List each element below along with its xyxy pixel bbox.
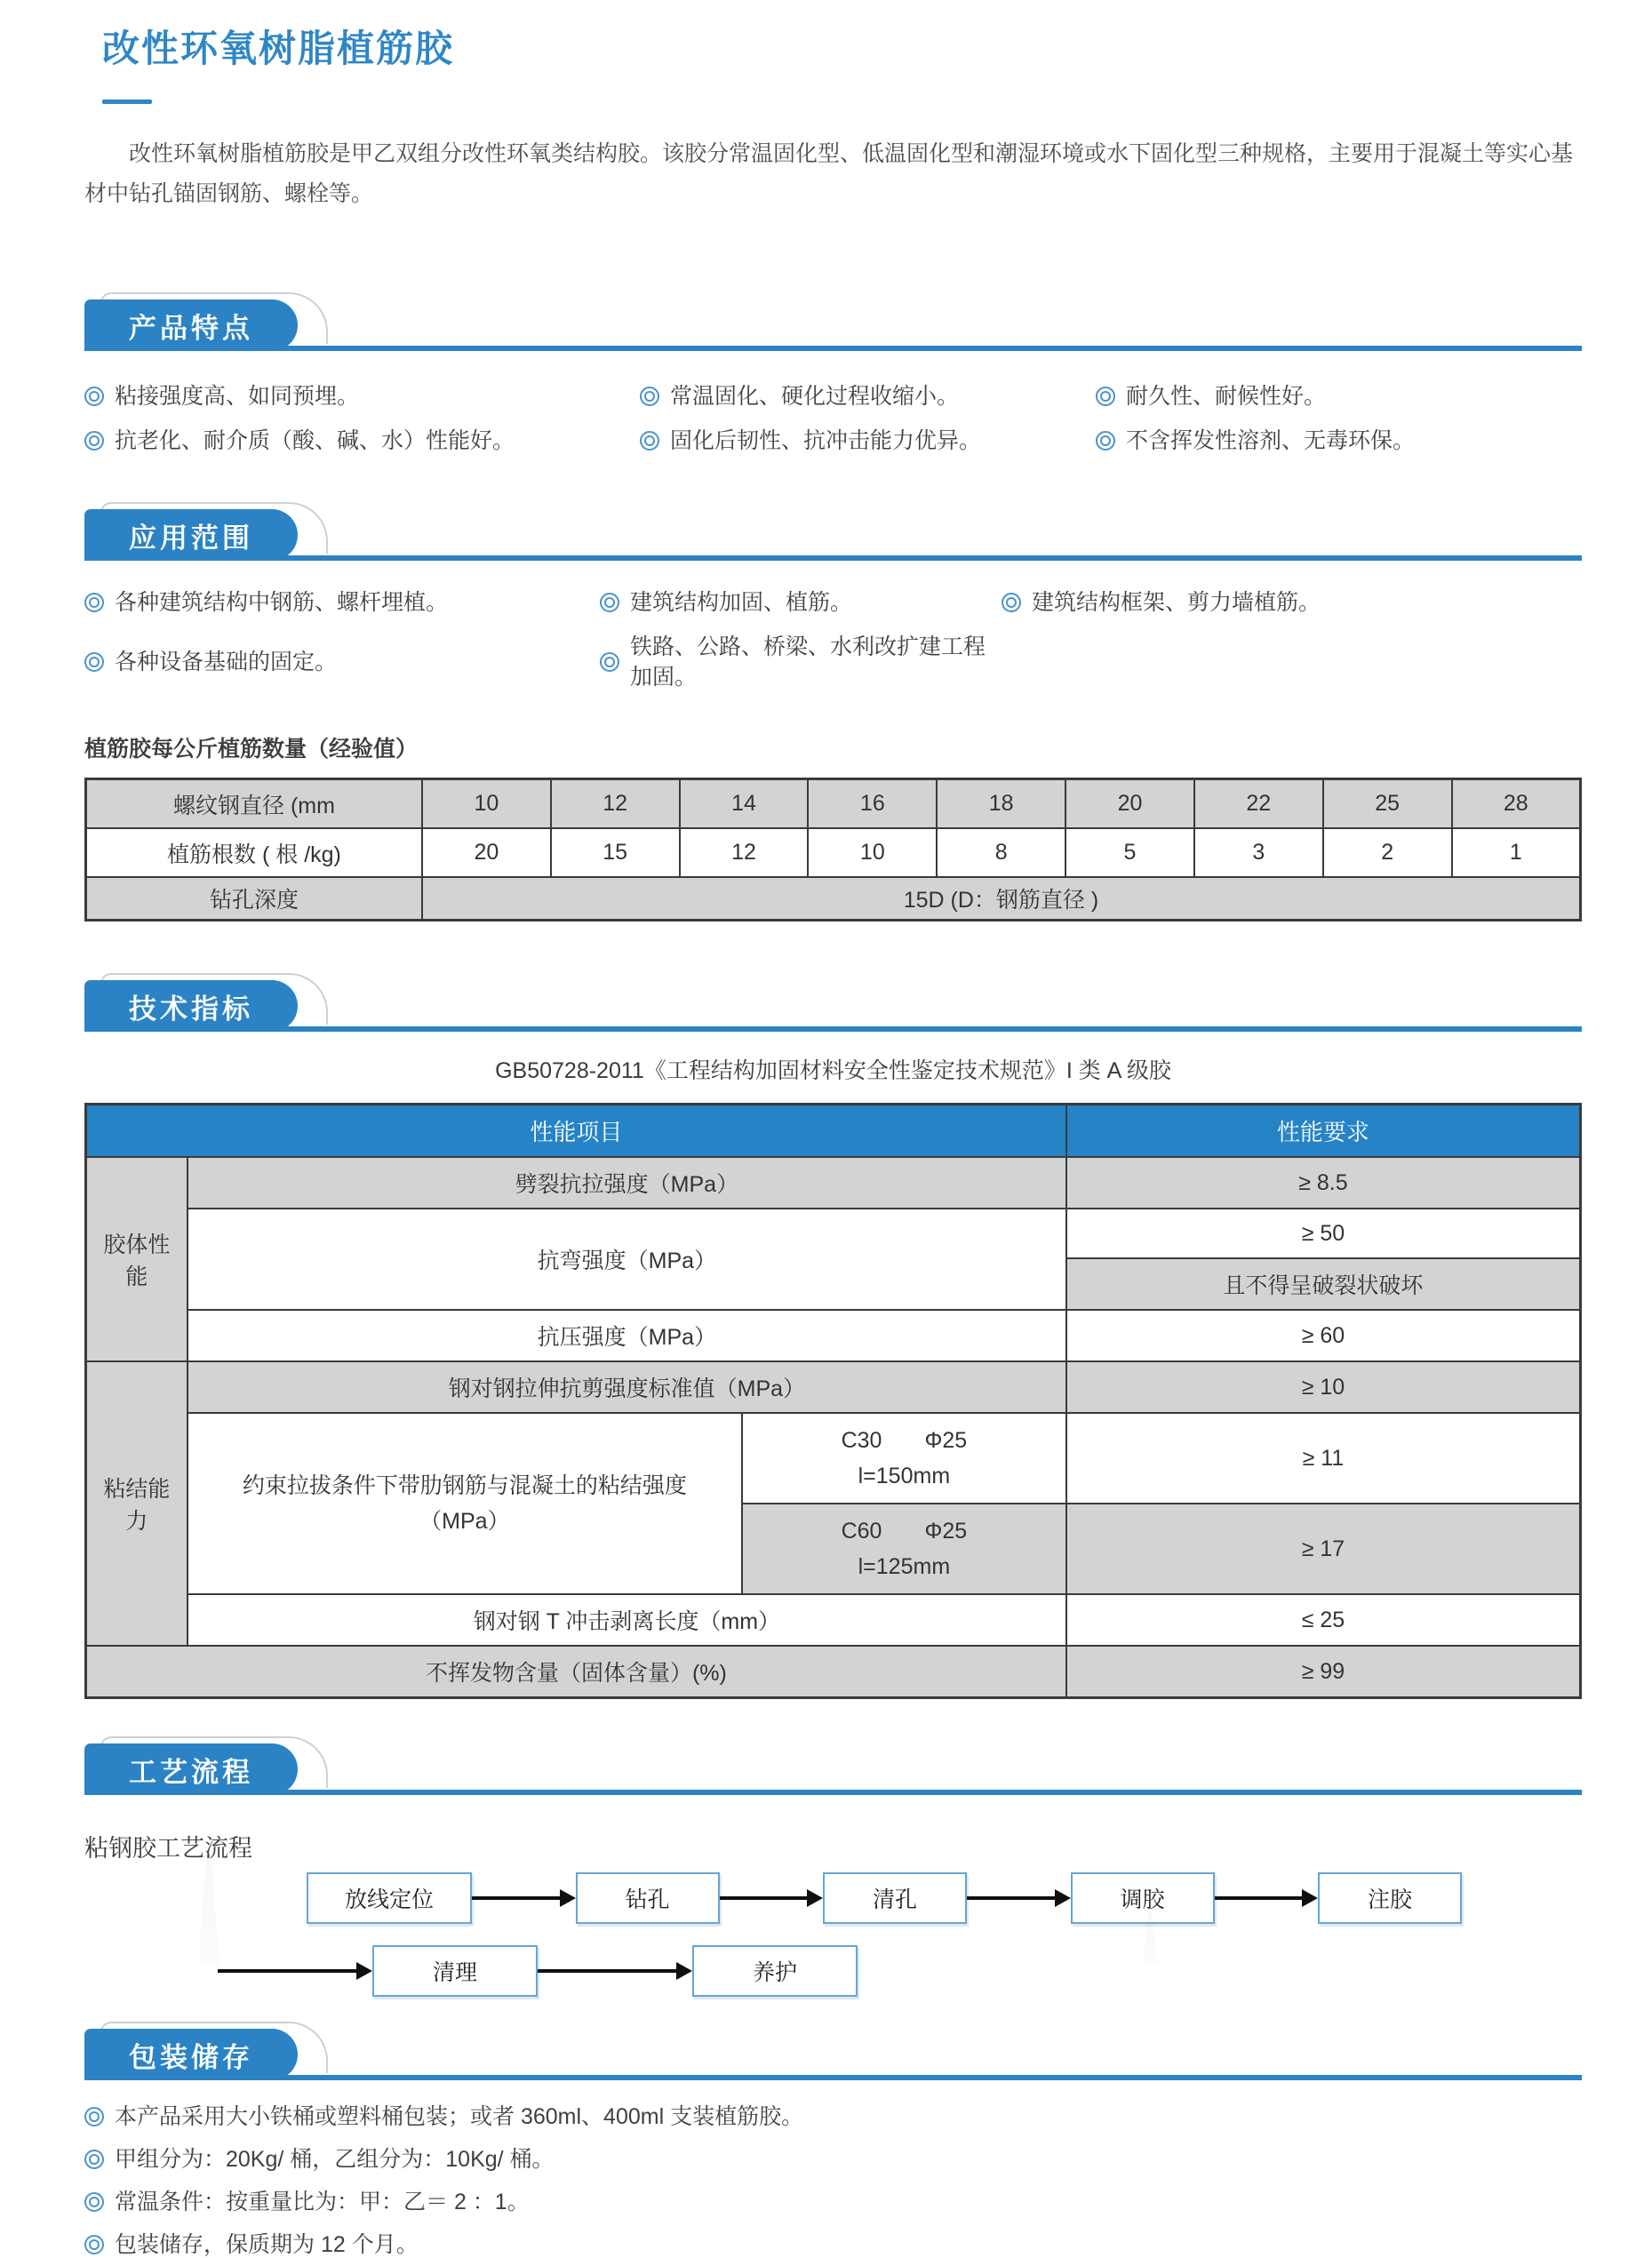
section-header-process [84,1736,1582,1795]
bullet-icon [84,2235,104,2254]
list-item [84,2231,1582,2258]
list-item [1096,426,1582,456]
flow-step-layout: 放线定位 [307,1872,472,1924]
bullet-icon [1096,431,1115,451]
section-badge-applications: 应用范围 [84,509,298,561]
flow-row-1 [307,1872,1462,1924]
cell-diameter: 20 [1065,779,1194,829]
application-text: 建筑结构加固、植筋。 [630,590,853,615]
item-bond-strength-line1: 约束拉拔条件下带肋钢筋与混凝土的粘结强度 [242,1473,687,1498]
cell-diameter: 16 [808,779,937,829]
table-row [86,1594,1581,1646]
rebar-table-caption: 植筋胶每公斤植筋数量（经验值） [84,737,419,762]
page-title: 改性环氧树脂植筋胶 [102,28,455,69]
subitem-c30-phi: Φ25 [924,1428,968,1453]
req-compressive: ≥ 60 [1066,1310,1581,1361]
table-row [86,1157,1581,1209]
list-item [640,426,1096,456]
cell-count: 10 [808,828,937,877]
flow-row-2 [218,1945,858,1997]
list-item [84,2189,1582,2215]
cell-count: 3 [1194,828,1323,877]
section-tech [84,973,1582,1699]
row-label: 螺纹钢直径 (mm [86,779,422,829]
list-item [84,632,600,692]
table-row [86,1646,1581,1698]
standard-reference: GB50728-2011《工程结构加固材料安全性鉴定技术规范》I 类 A 级胶 [495,1058,1171,1083]
bullet-icon [640,387,659,406]
section-packaging [84,2022,1582,2258]
list-item [84,426,640,456]
bullet-icon [84,652,104,672]
section-rule [84,1026,1582,1032]
flow-step-clean-hole: 清孔 [823,1872,967,1924]
section-header-applications [84,502,1582,561]
cell-diameter: 22 [1194,779,1323,829]
table-row [86,828,1581,877]
bullet-icon [84,593,104,612]
list-item [1002,587,1582,618]
list-item [600,632,1002,692]
bullet-icon [1096,387,1115,406]
arrow-right-icon [472,1889,576,1907]
feature-text: 不含挥发性溶剂、无毒环保。 [1126,428,1416,453]
bullet-icon [1002,593,1021,612]
cell-count: 12 [680,828,809,877]
item-bond-strength-line2: （MPa） [419,1509,510,1534]
group-cell-colloid: 胶体性能 [86,1157,188,1361]
item-peel-length: 钢对钢 T 冲击剥离长度（mm） [188,1594,1066,1646]
req-flexural-value: ≥ 50 [1066,1209,1581,1258]
bullet-icon [640,431,659,451]
req-bond-c60: ≥ 17 [1066,1504,1581,1594]
subitem-c60-grade: C60 [841,1519,882,1544]
subitem-c60 [742,1504,1066,1594]
table-row [86,779,1581,829]
item-shear-strength: 钢对钢拉伸抗剪强度标准值（MPa） [188,1361,1066,1413]
bullet-icon [84,2192,104,2212]
flow-step-drill: 钻孔 [576,1872,720,1924]
feature-text: 抗老化、耐介质（酸、碱、水）性能好。 [115,428,515,453]
flow-step-mix-glue: 调胶 [1071,1872,1215,1924]
bullet-icon [600,652,619,672]
table-row [86,1310,1581,1361]
cell-diameter: 28 [1452,779,1581,829]
cell-count: 20 [422,828,551,877]
cell-count: 8 [937,828,1065,877]
arrow-right-icon [1215,1889,1319,1907]
row-label: 植筋根数 ( 根 /kg) [86,828,422,877]
section-applications [84,502,1582,922]
req-bond-c30: ≥ 11 [1066,1413,1581,1504]
section-rule [84,1790,1582,1795]
cell-diameter: 10 [422,779,551,829]
arrow-right-icon [538,1962,692,1980]
feature-text: 耐久性、耐候性好。 [1126,384,1327,409]
req-split-tensile: ≥ 8.5 [1066,1157,1581,1209]
cell-count: 5 [1065,828,1194,877]
cell-diameter: 18 [937,779,1065,829]
table-row [86,877,1581,921]
section-process [84,1736,1582,1997]
item-bond-strength [188,1413,742,1594]
list-item [84,587,600,618]
bullet-icon [84,431,104,451]
cell-count: 2 [1323,828,1452,877]
section-features [84,292,1582,456]
section-rule [84,2075,1582,2080]
flow-subtitle: 粘钢胶工艺流程 [84,1835,252,1862]
features-list [84,381,1582,456]
section-rule [84,555,1582,561]
feature-text: 常温固化、硬化过程收缩小。 [670,384,960,409]
flow-step-cleanup: 清理 [372,1945,538,1997]
application-text: 各种设备基础的固定。 [115,650,338,674]
feature-text: 粘接强度高、如同预埋。 [115,384,360,409]
cell-count: 15 [551,828,680,877]
rebar-count-table [84,778,1582,922]
cell-diameter: 25 [1323,779,1452,829]
subitem-c60-length: l=125mm [858,1554,951,1579]
item-flexural: 抗弯强度（MPa） [188,1209,1066,1310]
packaging-text: 包装储存，保质期为 12 个月。 [115,2232,419,2257]
section-badge-packaging: 包装储存 [84,2029,298,2080]
section-header-packaging [84,2022,1582,2080]
list-item [84,381,640,411]
list-item [84,2103,1582,2130]
req-shear-strength: ≥ 10 [1066,1361,1581,1413]
section-badge-process: 工艺流程 [84,1743,298,1795]
tech-spec-table [84,1103,1582,1699]
list-item [1096,381,1582,411]
list-item [640,381,1096,411]
arrow-right-icon [218,1962,372,1980]
subitem-c30 [742,1413,1066,1504]
flow-step-inject-glue: 注胶 [1318,1872,1462,1924]
bullet-icon [84,2150,104,2169]
arrow-right-icon [967,1889,1071,1907]
req-nonvolatile: ≥ 99 [1066,1646,1581,1698]
packaging-list [84,2103,1582,2258]
title-underline [102,100,152,104]
table-row [86,1413,1581,1504]
list-item [600,587,1002,618]
packaging-text: 本产品采用大小铁桶或塑料桶包装；或者 360ml、400ml 支装植筋胶。 [115,2104,804,2129]
cell-diameter: 12 [551,779,680,829]
intro-paragraph: 改性环氧树脂植筋胶是甲乙双组分改性环氧类结构胶。该胶分常温固化型、低温固化型和潮湿环境或水下固化型三种规格，主要用于混凝土等实心基材中钻孔锚固钢筋、螺栓等。 [84,141,1574,206]
application-text: 建筑结构框架、剪力墙植筋。 [1032,590,1321,615]
table-row [86,1209,1581,1258]
packaging-text: 甲组分为：20Kg/ 桶，乙组分为：10Kg/ 桶。 [115,2147,555,2172]
req-flexural-note: 且不得呈破裂状破坏 [1066,1258,1581,1310]
applications-list [84,587,1582,692]
arrow-right-icon [720,1889,824,1907]
section-rule [84,346,1582,351]
cell-count: 1 [1452,828,1581,877]
bullet-icon [600,593,619,612]
feature-text: 固化后韧性、抗冲击能力优异。 [670,428,982,453]
table-header-row [86,1105,1581,1158]
subitem-c30-length: l=150mm [858,1464,951,1488]
cell-depth-value: 15D (D：钢筋直径 ) [422,877,1581,921]
item-nonvolatile: 不挥发物含量（固体含量）(%) [86,1646,1066,1698]
subitem-c60-phi: Φ25 [924,1519,968,1544]
bullet-icon [84,387,104,406]
section-header-features [84,292,1582,351]
row-label: 钻孔深度 [86,877,422,921]
section-badge-tech: 技术指标 [84,980,298,1032]
application-text: 铁路、公路、桥梁、水利改扩建工程加固。 [630,634,986,690]
packaging-text: 常温条件：按重量比为：甲：乙＝ 2 ：1。 [115,2190,530,2214]
subitem-c30-grade: C30 [841,1428,882,1453]
application-text: 各种建筑结构中钢筋、螺杆埋植。 [115,590,449,615]
header-performance-item: 性能项目 [86,1105,1066,1158]
bullet-icon [84,2107,104,2126]
cell-diameter: 14 [680,779,809,829]
group-cell-bonding: 粘结能力 [86,1361,188,1646]
table-row [86,1361,1581,1413]
header-performance-req: 性能要求 [1066,1105,1581,1158]
section-header-tech [84,973,1582,1032]
req-peel-length: ≤ 25 [1066,1594,1581,1646]
list-item [84,2146,1582,2173]
flow-step-curing: 养护 [692,1945,858,1997]
item-compressive: 抗压强度（MPa） [188,1310,1066,1361]
section-badge-features: 产品特点 [84,299,298,351]
item-split-tensile: 劈裂抗拉强度（MPa） [188,1157,1066,1209]
